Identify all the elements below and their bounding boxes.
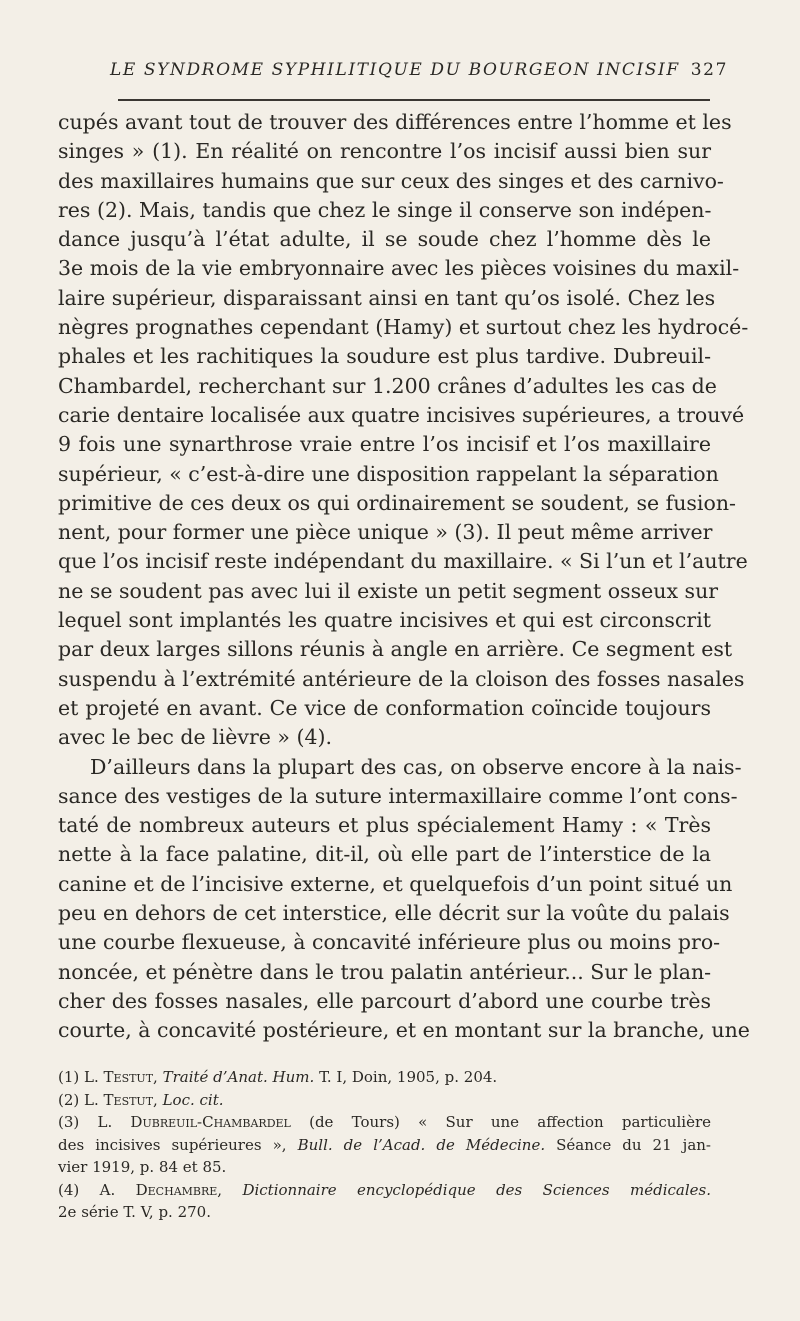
running-header	[58, 60, 728, 90]
footnote-author: L. Testut,	[84, 1090, 158, 1109]
text-line: 9 fois une synarthrose vraie entre l’os incisif et l’os maxillaire	[58, 432, 711, 457]
text-line: res (2). Mais, tandis que chez le singe il conserve son indépen-	[58, 197, 712, 222]
text-line: Chambardel, recherchant sur 1.200 crânes d’adultes les cas de	[58, 373, 717, 398]
text-line: avec le bec de lièvre » (4).	[58, 725, 333, 750]
text-line: cupés avant tout de trouver des différences entre l’homme et les	[58, 110, 732, 134]
footnotes	[58, 1066, 711, 1224]
footnote-number: (2)	[58, 1090, 80, 1109]
text-line: primitive de ces deux os qui ordinairement se soudent, se fusion-	[58, 490, 736, 515]
footnote-work: Loc. cit.	[162, 1090, 224, 1109]
footnote-author: L. Testut,	[84, 1068, 158, 1086]
footnote-number: (1)	[58, 1068, 80, 1086]
text-line: suspendu à l’extrémité antérieure de la cloison des fosses nasales	[58, 666, 745, 691]
text-line: sance des vestiges de la suture intermaxillaire comme l’ont cons-	[58, 783, 738, 808]
footnote-3-cont	[58, 1134, 711, 1157]
footnote-text: T. I, Doin, 1905, p. 204.	[319, 1068, 498, 1086]
footnote-text: des incisives supérieures »,	[58, 1135, 287, 1154]
text-line: nette à la face palatine, dit-il, où elle part de l’interstice de la	[58, 842, 711, 867]
footnote-2	[58, 1089, 711, 1112]
text-line: noncée, et pénètre dans le trou palatin antérieur... Sur le plan-	[58, 959, 712, 984]
footnote-work: Traité d’Anat. Hum.	[162, 1068, 315, 1086]
footnote-text: 2e série T. V, p. 270.	[58, 1203, 211, 1221]
text-line: des maxillaires humains que sur ceux des singes et des carnivo-	[58, 168, 724, 193]
text-line: carie dentaire localisée aux quatre incisives supérieures, a trouvé	[58, 402, 745, 427]
text-line: et projeté en avant. Ce vice de conformation coïncide toujours	[58, 695, 711, 720]
text-line: dance jusqu’à l’état adulte, il se soude chez l’homme dès le	[58, 227, 711, 252]
text-line: lequel sont implantés les quatre incisives et qui est circonscrit	[58, 608, 711, 633]
text-line: nègres prognathes cependant (Hamy) et surtout chez les hydrocé-	[58, 315, 749, 340]
header-rule	[118, 99, 710, 101]
running-title: LE SYNDROME SYPHILITIQUE DU BOURGEON INCISIF	[110, 60, 680, 80]
footnote-3-end	[58, 1156, 711, 1179]
footnote-author: A. Dechambre,	[99, 1180, 223, 1199]
body-text	[58, 108, 750, 1046]
footnote-1	[58, 1066, 711, 1089]
text-line: taté de nombreux auteurs et plus spécialement Hamy : « Très	[58, 813, 711, 838]
footnote-text: vier 1919, p. 84 et 85.	[58, 1158, 227, 1176]
text-line: 3e mois de la vie embryonnaire avec les pièces voisines du maxil-	[58, 256, 740, 281]
text-line: courte, à concavité postérieure, et en montant sur la branche, une	[58, 1018, 750, 1043]
text-line: par deux larges sillons réunis à angle en arrière. Ce segment est	[58, 637, 733, 662]
text-line: D’ailleurs dans la plupart des cas, on observe encore à la nais-	[90, 754, 742, 779]
footnote-author: L. Dubreuil-Chambardel	[97, 1113, 291, 1131]
footnote-number: (3)	[58, 1113, 80, 1131]
footnote-4-end	[58, 1201, 711, 1224]
text-line: peu en dehors de cet interstice, elle décrit sur la voûte du palais	[58, 901, 730, 926]
text-line: que l’os incisif reste indépendant du maxillaire. « Si l’un et l’autre	[58, 549, 748, 574]
footnote-number: (4)	[58, 1180, 80, 1199]
footnote-work: Dictionnaire encyclopédique des Sciences médicales.	[242, 1180, 711, 1199]
text-line: une courbe flexueuse, à concavité inférieure plus ou moins pro-	[58, 930, 721, 955]
text-line: nent, pour former une pièce unique » (3). Il peut même arriver	[58, 520, 713, 545]
text-line: canine et de l’incisive externe, et quelquefois d’un point situé un	[58, 871, 733, 896]
text-line: phales et les rachitiques la soudure est plus tardive. Dubreuil-	[58, 344, 711, 369]
text-line: ne se soudent pas avec lui il existe un petit segment osseux sur	[58, 578, 719, 603]
footnote-text: (de Tours) « Sur une affection particulière	[309, 1113, 711, 1131]
text-line: cher des fosses nasales, elle parcourt d’abord une courbe très	[58, 988, 711, 1013]
footnote-work: Bull. de l’Acad. de Médecine.	[297, 1135, 546, 1154]
footnote-3	[58, 1111, 711, 1134]
text-line: laire supérieur, disparaissant ainsi en tant qu’os isolé. Chez les	[58, 285, 716, 310]
text-line: supérieur, « c’est-à-dire une disposition rappelant la séparation	[58, 461, 719, 486]
page-number: 327	[690, 60, 728, 80]
text-line: singes » (1). En réalité on rencontre l’os incisif aussi bien sur	[58, 139, 711, 164]
footnote-text: Séance du 21 jan-	[556, 1135, 711, 1154]
footnote-4	[58, 1179, 711, 1202]
